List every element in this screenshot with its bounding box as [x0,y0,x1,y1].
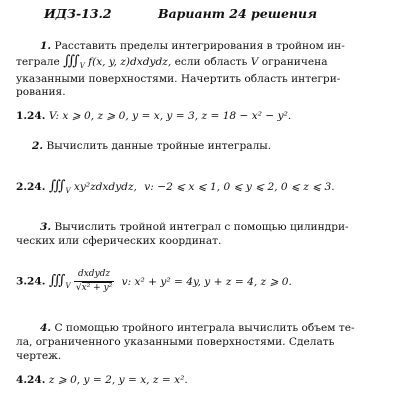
variant-title: Вариант 24 решения [158,6,318,21]
exercise-label: 2.24. [16,181,46,193]
task-4-line-1 [40,322,355,335]
task-1-text: Расставить пределы интегрирования в тройном ин- [54,40,345,52]
exercise-4-24 [16,374,188,387]
integral-domain: V [79,62,85,71]
task-3-number: 3. [40,221,52,233]
task-3-text: Вычислить тройной интеграл с помощью цилиндри- [54,221,349,233]
task-1-text-b: если область [174,56,248,68]
task-3-line-2: ческих или сферических координат. [16,235,222,247]
sqrt-radicand: x² + y² [81,283,113,294]
exercise-label: 4.24. [16,374,46,386]
exercise-label: 3.24. [16,275,46,288]
fraction-numerator: dxdydz [74,268,114,282]
triple-integral-sign: ∭ [48,178,66,194]
exercise-conditions: V: x ⩾ 0, z ⩾ 0, y = x, y = 3, z = 18 − x² − y². [48,110,292,122]
integral-domain: V [65,281,71,290]
triple-integral-sign: ∭ [48,272,66,289]
task-4-text: С помощью тройного интеграла вычислить объем те- [54,322,355,334]
fraction-denominator: √x² + y² [75,283,113,294]
integral-domain: V [65,187,71,196]
exercise-3-24 [16,268,292,295]
task-4-line-2: ла, ограниченного указанными поверхностями. Сделать [16,336,335,348]
domain-symbol: V [250,56,259,68]
integrand: f(x, y, z)dxdydz, [88,56,172,68]
task-3-line-1 [40,221,349,234]
exercise-2-24 [16,180,335,198]
task-1-text-a: теграле [16,56,60,68]
exercise-conditions: v: −2 ⩽ x ⩽ 1, 0 ⩽ y ⩽ 2, 0 ⩽ z ⩽ 3. [144,181,335,193]
task-1-line-2 [16,55,328,73]
exercise-1-24 [16,110,291,123]
task-2 [32,140,271,153]
task-1-number: 1. [40,40,52,52]
task-1-line-1 [40,40,345,53]
exercise-conditions: v: x² + y² = 4y, y + z = 4, z ⩾ 0. [121,275,292,288]
task-1-line-3: указанными поверхностями. Начертить область интегри- [16,73,341,85]
integrand: xy²zdxdydz, [73,181,137,193]
task-2-number: 2. [32,140,44,152]
task-4-line-3: чертеж. [16,350,62,362]
triple-integral-sign: ∭ [63,53,80,69]
exercise-conditions: z ⩾ 0, y = 2, y = x, z = x². [48,374,188,386]
task-1-text-c: ограничена [261,56,328,68]
integrand-fraction [74,268,114,295]
task-4-number: 4. [40,322,52,334]
exercise-label: 1.24. [16,110,46,122]
task-1-line-4: рования. [16,86,66,98]
assignment-code: ИДЗ-13.2 [44,6,112,21]
task-2-text: Вычислить данные тройные интегралы. [46,140,272,152]
